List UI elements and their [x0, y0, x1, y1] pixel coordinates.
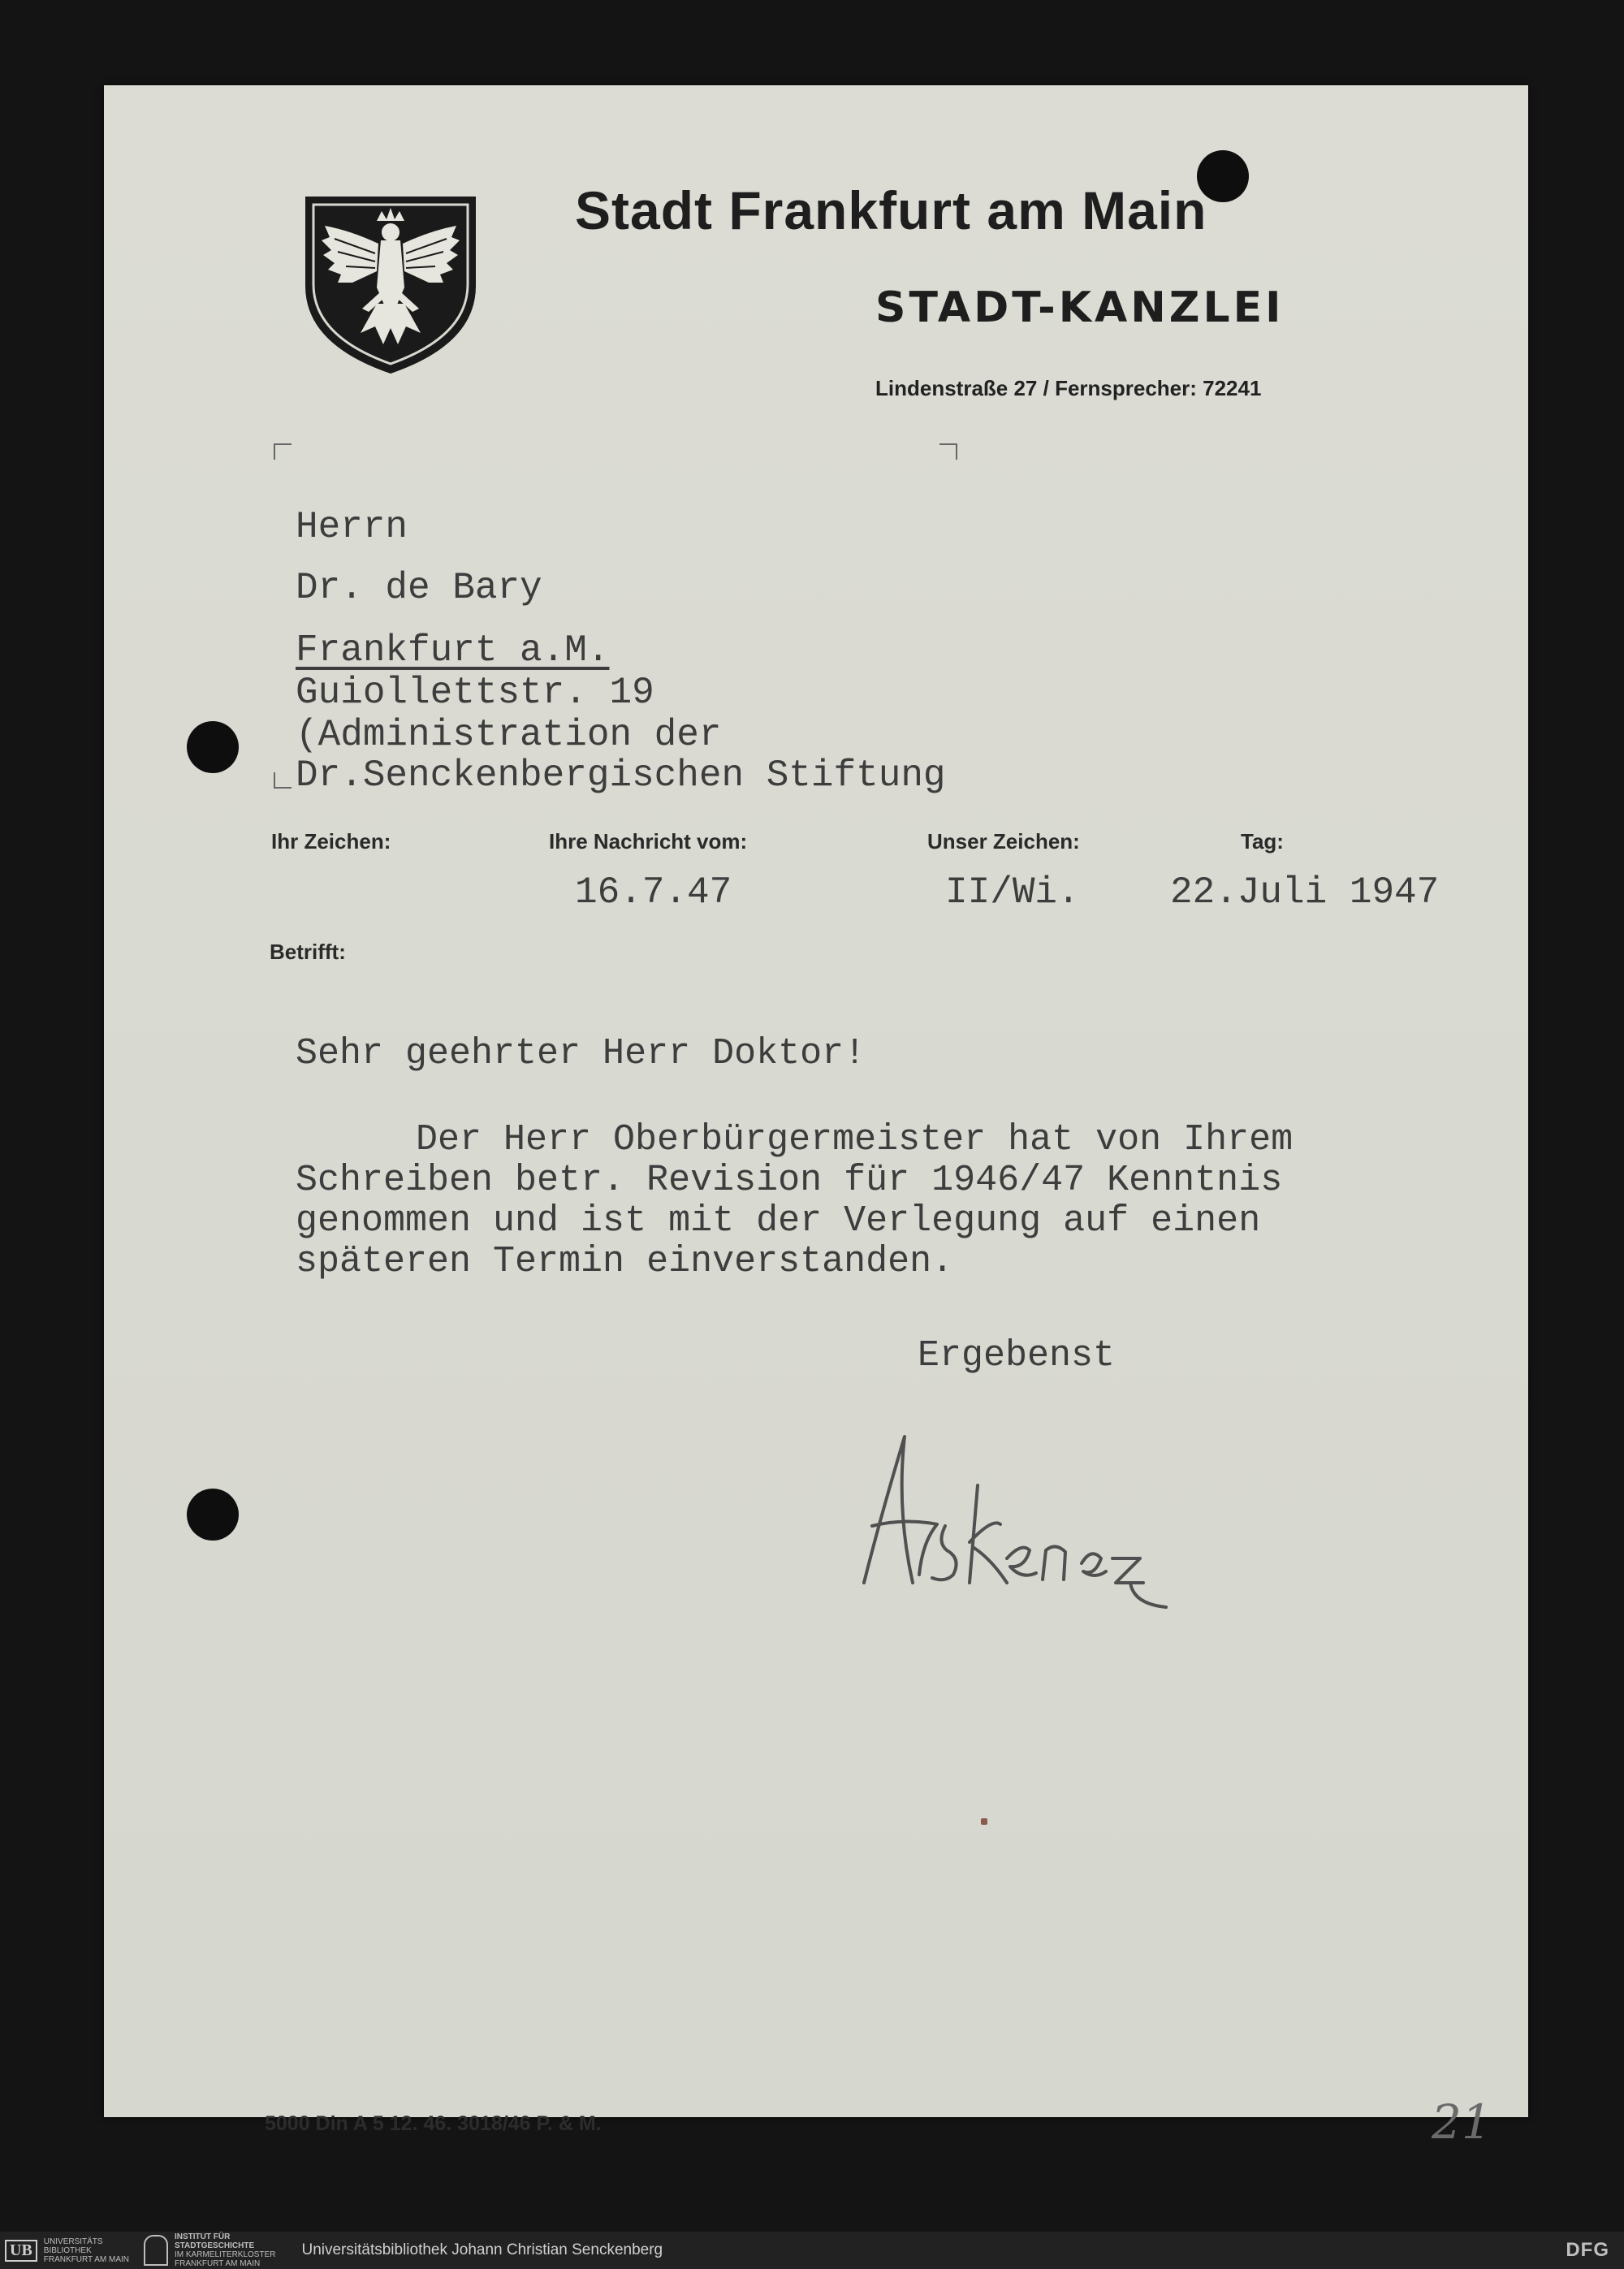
- library-name: Universitätsbibliothek Johann Christian Senckenberg: [301, 2241, 663, 2258]
- recipient-line: Guiollettstr. 19: [296, 672, 654, 714]
- recipient-line: (Administration der: [296, 714, 722, 756]
- letterhead-department: STADT-KANZLEI: [875, 283, 1285, 332]
- body-line: späteren Termin einverstanden.: [296, 1241, 954, 1282]
- dfg-logo: DFG: [1566, 2239, 1609, 2261]
- institut-building-icon: [144, 2235, 168, 2266]
- recipient-line: Dr.Senckenbergischen Stiftung: [296, 754, 946, 797]
- betrifft-label: Betrifft:: [270, 940, 346, 964]
- letterhead-title: Stadt Frankfurt am Main: [575, 180, 1207, 240]
- punch-hole: [187, 721, 239, 773]
- recipient-line: Frankfurt a.M.: [296, 629, 610, 672]
- body-line: genommen und ist mit der Verlegung auf einen: [296, 1200, 1261, 1242]
- window-corner-mark: [274, 772, 292, 789]
- body-line: Schreiben betr. Revision für 1946/47 Kenntnis: [296, 1160, 1283, 1201]
- recipient-line: Dr. de Bary: [296, 567, 542, 609]
- window-corner-mark: [274, 443, 292, 460]
- ihre-nachricht-label: Ihre Nachricht vom:: [549, 829, 748, 854]
- unser-zeichen-label: Unser Zeichen:: [927, 829, 1080, 854]
- ihr-zeichen-label: Ihr Zeichen:: [271, 829, 391, 854]
- letterhead-address: Lindenstraße 27 / Fernsprecher: 72241: [875, 376, 1262, 400]
- frankfurt-eagle-coat-of-arms-icon: [302, 190, 479, 377]
- tag-label: Tag:: [1241, 829, 1284, 854]
- letter-page: [104, 85, 1528, 2150]
- footer-print-code: 5000 Din A 5 12. 46. 3018/46 P. & M.: [265, 2112, 602, 2135]
- ihre-nachricht-value: 16.7.47: [575, 871, 732, 914]
- body-line: Der Herr Oberbürgermeister hat von Ihrem: [416, 1119, 1294, 1160]
- ink-speck: [981, 1818, 987, 1825]
- recipient-line: Herrn: [296, 506, 408, 548]
- institut-text: INSTITUT FÜR STADTGESCHICHTE IM KARMELITERKLOSTER FRANKFURT AM MAIN: [175, 2232, 276, 2268]
- closing: Ergebenst: [918, 1335, 1116, 1377]
- salutation: Sehr geehrter Herr Doktor!: [296, 1033, 866, 1074]
- punch-hole: [187, 1489, 239, 1541]
- date-value: 22.Juli 1947: [1170, 871, 1440, 914]
- handwritten-signature: [848, 1420, 1189, 1615]
- archive-footer-bar: [0, 2232, 1624, 2269]
- window-corner-mark: [939, 443, 957, 460]
- page-number-handwritten: 21: [1432, 2094, 1492, 2150]
- unser-zeichen-value: II/Wi.: [945, 871, 1080, 914]
- ub-logo: UB: [5, 2240, 37, 2262]
- ub-text: UNIVERSITÄTS BIBLIOTHEK FRANKFURT AM MAIN: [43, 2237, 129, 2264]
